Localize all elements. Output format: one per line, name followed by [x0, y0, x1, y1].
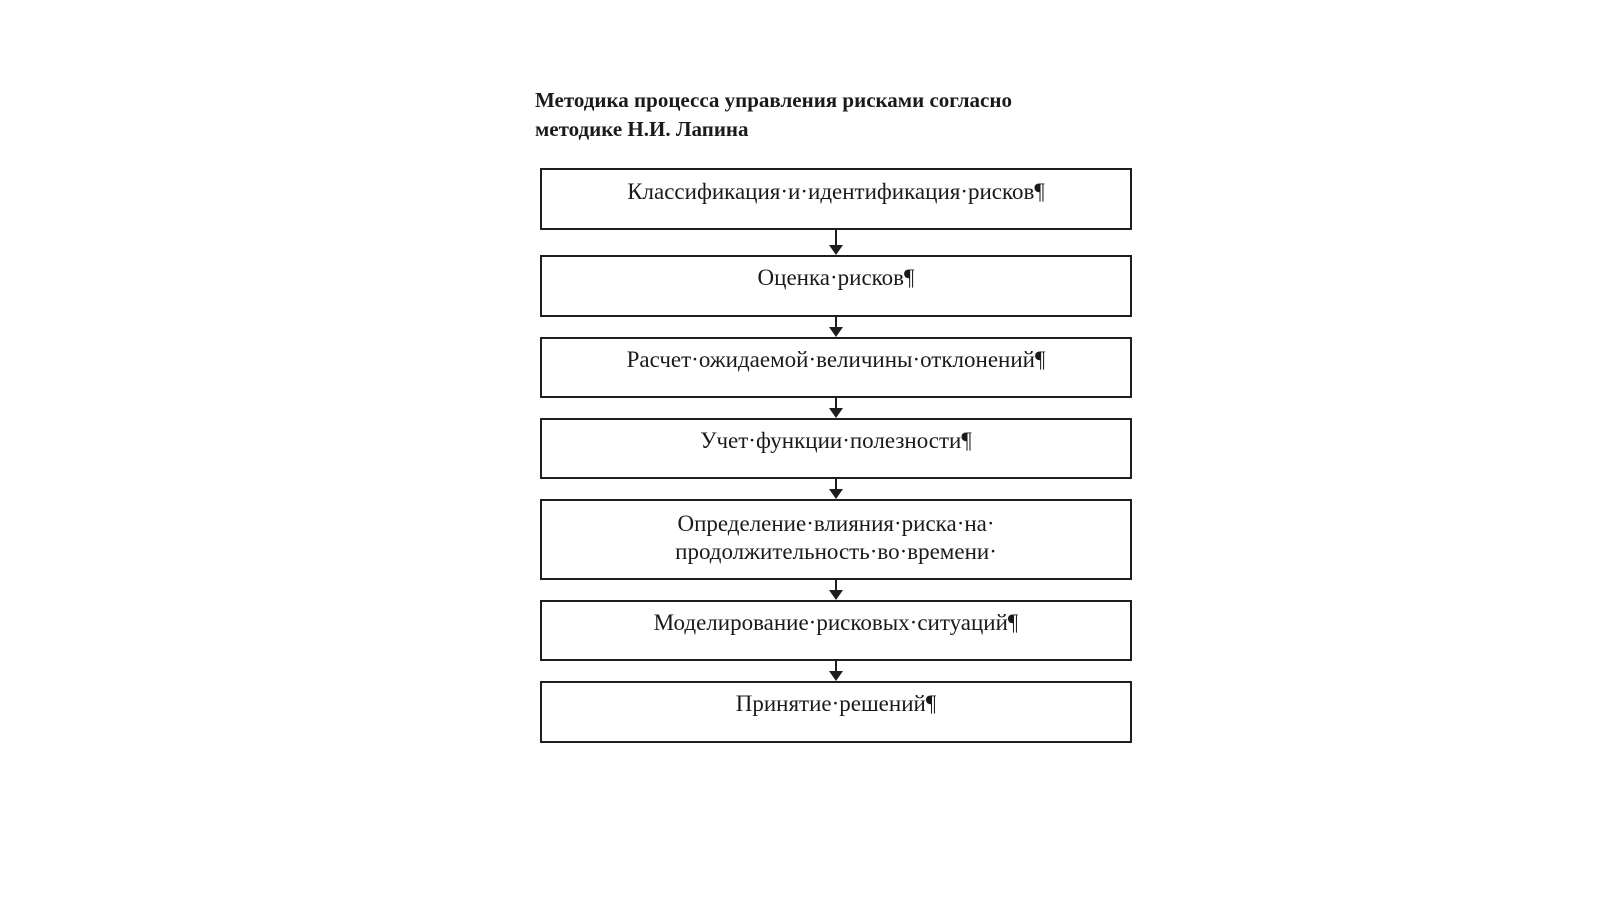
- arrow-head-icon: [829, 489, 843, 499]
- arrow-head-icon: [829, 408, 843, 418]
- arrow-head-icon: [829, 671, 843, 681]
- step-label-line-2: продолжительность·во·времени·: [675, 539, 997, 564]
- step-label: Классификация·и·идентификация·рисков¶: [627, 179, 1045, 204]
- diagram-title-line-1: Методика процесса управления рисками согласно: [535, 88, 1012, 112]
- step-label: Учет·функции·полезности¶: [700, 428, 972, 453]
- arrow-down: [835, 398, 837, 418]
- step-label: Моделирование·рисковых·ситуаций¶: [653, 610, 1019, 635]
- step-expected-deviation: [540, 337, 1132, 398]
- arrow-down: [835, 479, 837, 499]
- arrow-down: [835, 661, 837, 681]
- step-risk-assessment: [540, 255, 1132, 317]
- step-decision-making: [540, 681, 1132, 743]
- step-label: Расчет·ожидаемой·величины·отклонений¶: [626, 347, 1046, 372]
- step-risk-modeling: [540, 600, 1132, 661]
- step-label: Оценка·рисков¶: [757, 265, 915, 290]
- arrow-head-icon: [829, 590, 843, 600]
- arrow-down: [835, 580, 837, 600]
- arrow-head-icon: [829, 327, 843, 337]
- diagram-title-line-2: методике Н.И. Лапина: [535, 117, 749, 141]
- step-label-line-1: Определение·влияния·риска·на·: [677, 511, 995, 536]
- step-label: Принятие·решений¶: [735, 691, 937, 716]
- arrow-down: [835, 230, 837, 255]
- step-risk-classification: [540, 168, 1132, 230]
- step-utility-function: [540, 418, 1132, 479]
- arrow-down: [835, 317, 837, 337]
- step-risk-duration-impact: [540, 499, 1132, 580]
- arrow-head-icon: [829, 245, 843, 255]
